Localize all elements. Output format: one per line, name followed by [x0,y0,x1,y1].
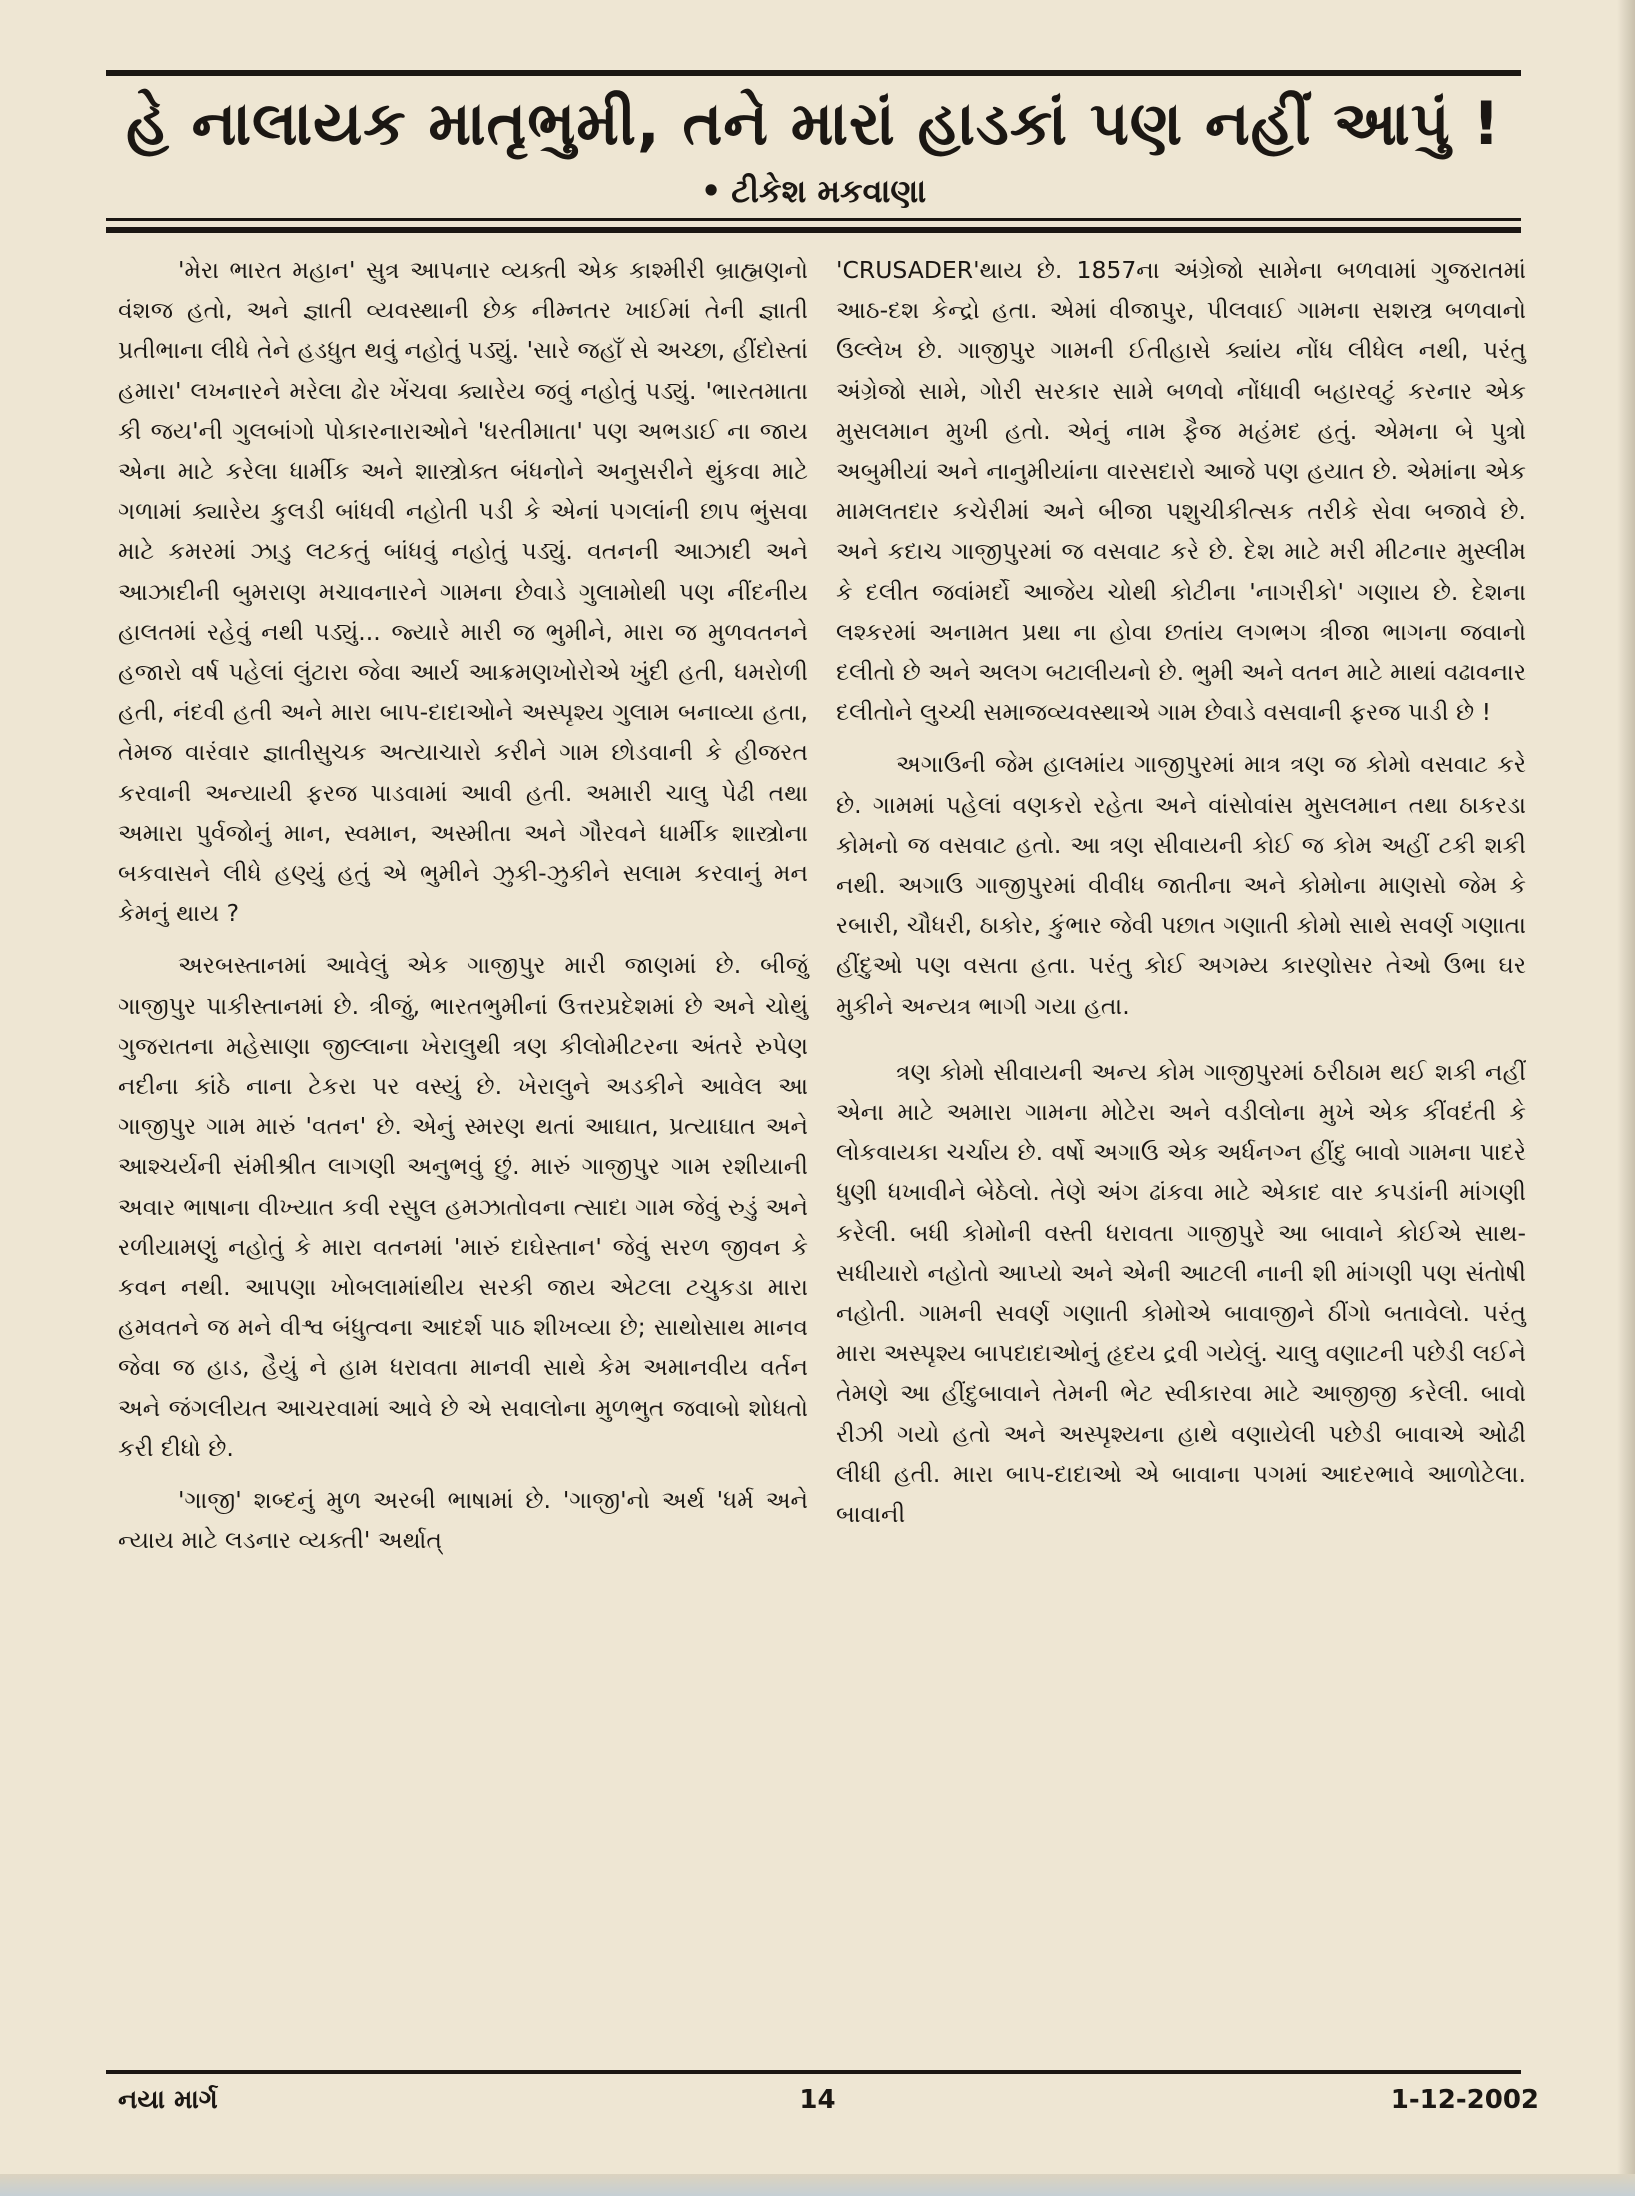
byline-bullet: • [700,172,722,210]
paragraph: ત્રણ કોમો સીવાયની અન્ય કોમ ગાજીપુરમાં ઠરીઠામ થઈ શકી નહીં એના માટે અમારા ગામના મોટેરા અને વડીલોના મુખે એક કીંવદંતી કે લોકવાયકા ચર્ચાય છે. વર્ષો અગાઉ એક અર્ધનગ્ન હીંદુ બાવો ગામના પાદરે ધુણી ધખાવીને બેઠેલો. તેણે અંગ ઢાંકવા માટે એકાદ વાર કપડાંની માંગણી કરેલી. બધી કોમોની વસ્તી ધરાવતા ગાજીપુરે આ બાવાને કોઈએ સાથ-સધીયારો નહોતો આપ્યો અને એની આટલી નાની શી માંગણી પણ સંતોષી નહોતી. ગામની સવર્ણ ગણાતી કોમોએ બાવાજીને ઠીંગો બતાવેલો. પરંતુ મારા અસ્પૃશ્ય બાપદાદાઓનું હૃદય દ્રવી ગયેલું. ચાલુ વણાટની પછેડી લઈને તેમણે આ હીંદુબાવાને તેમની ભેટ સ્વીકારવા માટે આજીજી કરેલી. બાવો રીઝી ગયો હતો અને અસ્પૃશ્યના હાથે વણાયેલી પછેડી બાવાએ ઓઢી લીધી હતી. મારા બાપ-દાદાઓ એ બાવાના પગમાં આદરભાવે આળોટેલા. બાવાની [836,1057,1526,1529]
issue-date: 1-12-2002 [1390,2085,1539,2115]
top-rule [106,70,1521,76]
paragraph: 'મેરા ભારત મહાન' સુત્ર આપનાર વ્યક્તી એક કાશ્મીરી બ્રાહ્મણનો વંશજ હતો, અને જ્ઞાતી વ્યવસ્થાની છેક નીમ્નતર ખાઈમાં તેની જ્ઞાતી પ્રતીભાના લીધે તેને હડધુત થવું નહોતું પડ્યું. 'સારે જહાઁ સે અચ્છા, હીંદોસ્તાં હમારા' લખનારને મરેલા ઢોર ખેંચવા ક્યારેય જવું નહોતું પડ્યું. 'ભારતમાતા કી જય'ની ગુલબાંગો પોકારનારાઓને 'ધરતીમાતા' પણ અભડાઈ ના જાય એના માટે કરેલા ધાર્મીક અને શાસ્ત્રોક્ત બંધનોને અનુસરીને થુંકવા માટે ગળામાં ક્યારેય કુલડી બાંધવી નહોતી પડી કે એનાં પગલાંની છાપ ભુંસવા માટે કમરમાં ઝાડુ લટકતું બાંધવું નહોતું પડ્યું. વતનની આઝાદી અને આઝાદીની બુમરાણ મચાવનારને ગામના છેવાડે ગુલામોથી પણ નીંદનીય હાલતમાં રહેવું નથી પડ્યું... જ્યારે મારી જ ભુમીને, મારા જ મુળવતનને હજારો વર્ષ પહેલાં લુંટારા જેવા આર્ય આક્રમણખોરોએ ખુંદી હતી, ધમરોળી હતી, નંદવી હતી અને મારા બાપ-દાદાઓને અસ્પૃશ્ય ગુલામ બનાવ્યા હતા, તેમજ વારંવાર જ્ઞાતીસુચક અત્યાચારો કરીને ગામ છોડવાની કે હીજરત કરવાની અન્યાયી ફરજ પાડવામાં આવી હતી. અમારી ચાલુ પેઢી તથા અમારા પુર્વજોનું માન, સ્વમાન, અસ્મીતા અને ગૌરવને ધાર્મીક શાસ્ત્રોના બકવાસને લીધે હણ્યું હતું એ ભુમીને ઝુકી-ઝુકીને સલામ કરવાનું મન કેમનું થાય ? [118,256,808,928]
author-name: ટીકેશ મકવાણા [731,172,927,210]
paragraph: 'CRUSADER'થાય છે. 1857ના અંગ્રેજો સામેના બળવામાં ગુજરાતમાં આઠ-દશ કેન્દ્રો હતા. એમાં વીજાપુર, પીલવાઈ ગામના સશસ્ત્ર બળવાનો ઉલ્લેખ છે. ગાજીપુર ગામની ઈતીહાસે ક્યાંય નોંધ લીધેલ નથી, પરંતુ અંગ્રેજો સામે, ગોરી સરકાર સામે બળવો નોંધાવી બહારવટું કરનાર એક મુસલમાન મુખી હતો. એનું નામ ફૈજ મહંમદ હતું. એમના બે પુત્રો અબુમીયાં અને નાનુમીયાંના વારસદારો આજે પણ હયાત છે. એમાંના એક મામલતદાર કચેરીમાં અને બીજા પશુચીકીત્સક તરીકે સેવા બજાવે છે. અને કદાચ ગાજીપુરમાં જ વસવાટ કરે છે. દેશ માટે મરી મીટનાર મુસ્લીમ કે દલીત જવાંમર્દો આજેય ચોથી કોટીના 'નાગરીકો' ગણાય છે. દેશના લશ્કરમાં અનામત પ્રથા ના હોવા છતાંય લગભગ ત્રીજા ભાગના જવાનો દલીતો છે અને અલગ બટાલીયનો છે. ભુમી અને વતન માટે માથાં વઢાવનાર દલીતોને લુચ્ચી સમાજવ્યવસ્થાએ ગામ છેવાડે વસવાની ફરજ પાડી છે ! [836,256,1526,727]
header-rule-thin [106,218,1521,221]
paragraph: 'ગાજી' શબ્દનું મુળ અરબી ભાષામાં છે. 'ગાજી'નો અર્થ 'ધર્મ અને ન્યાય માટે લડનાર વ્યક્તી' અર્થાત્ [118,1486,808,1555]
header-rule-thick [106,227,1521,233]
left-column [118,250,808,1561]
scan-bottom-strip [0,2174,1635,2196]
byline [106,170,1521,212]
magazine-name: નયા માર્ગ [118,2085,218,2115]
article-headline: હે નાલાયક માતૃભુમી, તને મારાં હાડકાં પણ નહીં આપું ! [126,89,1501,159]
footer-rule [106,2070,1521,2074]
paragraph: અરબસ્તાનમાં આવેલું એક ગાજીપુર મારી જાણમાં છે. બીજું ગાજીપુર પાકીસ્તાનમાં છે. ત્રીજું, ભારતભુમીનાં ઉત્તરપ્રદેશમાં છે અને ચોથું ગુજરાતના મહેસાણા જીલ્લાના ખેરાલુથી ત્રણ કીલોમીટરના અંતરે રુપેણ નદીના કાંઠે નાના ટેકરા પર વસ્યું છે. ખેરાલુને અડકીને આવેલ આ ગાજીપુર ગામ મારું 'વતન' છે. એનું સ્મરણ થતાં આઘાત, પ્રત્યાઘાત અને આશ્ચર્યની સંમીશ્રીત લાગણી અનુભવું છું. મારું ગાજીપુર ગામ રશીયાની અવાર ભાષાના વીખ્યાત કવી રસુલ હમઝાતોવના ત્સાદા ગામ જેવું રુડું અને રળીયામણું નહોતું કે મારા વતનમાં 'મારું દાઘેસ્તાન' જેવું સરળ જીવન કે કવન નથી. આપણા ખોબલામાંથીય સરકી જાય એટલા ટચુકડા મારા હમવતને જ મને વીશ્વ બંધુત્વના આદર્શ પાઠ શીખવ્યા છે; સાથોસાથ માનવ જેવા જ હાડ, હૈયું ને હામ ધરાવતા માનવી સાથે કેમ અમાનવીય વર્તન અને જંગલીયત આચરવામાં આવે છે એ સવાલોના મુળભુત જવાબો શોધતો કરી દીધો છે. [118,951,808,1462]
right-column [836,250,1526,1534]
page-edge-shadow [1617,0,1635,2196]
page-number: 14 [799,2085,836,2115]
paragraph: અગાઉની જેમ હાલમાંય ગાજીપુરમાં માત્ર ત્રણ જ કોમો વસવાટ કરે છે. ગામમાં પહેલાં વણકરો રહેતા અને વાંસોવાંસ મુસલમાન તથા ઠાકરડા કોમનો જ વસવાટ હતો. આ ત્રણ સીવાયની કોઈ જ કોમ અહીં ટકી શકી નથી. અગાઉ ગાજીપુરમાં વીવીધ જાતીના અને કોમોના માણસો જેમ કે રબારી, ચૌધરી, ઠાકોર, કુંભાર જેવી પછાત ગણાતી કોમો સાથે સવર્ણ ગણાતા હીંદુઓ પણ વસતા હતા. પરંતુ કોઈ અગમ્ય કારણોસર તેઓ ઉભા ઘર મુકીને અન્યત્ર ભાગી ગયા હતા. [836,750,1526,1020]
